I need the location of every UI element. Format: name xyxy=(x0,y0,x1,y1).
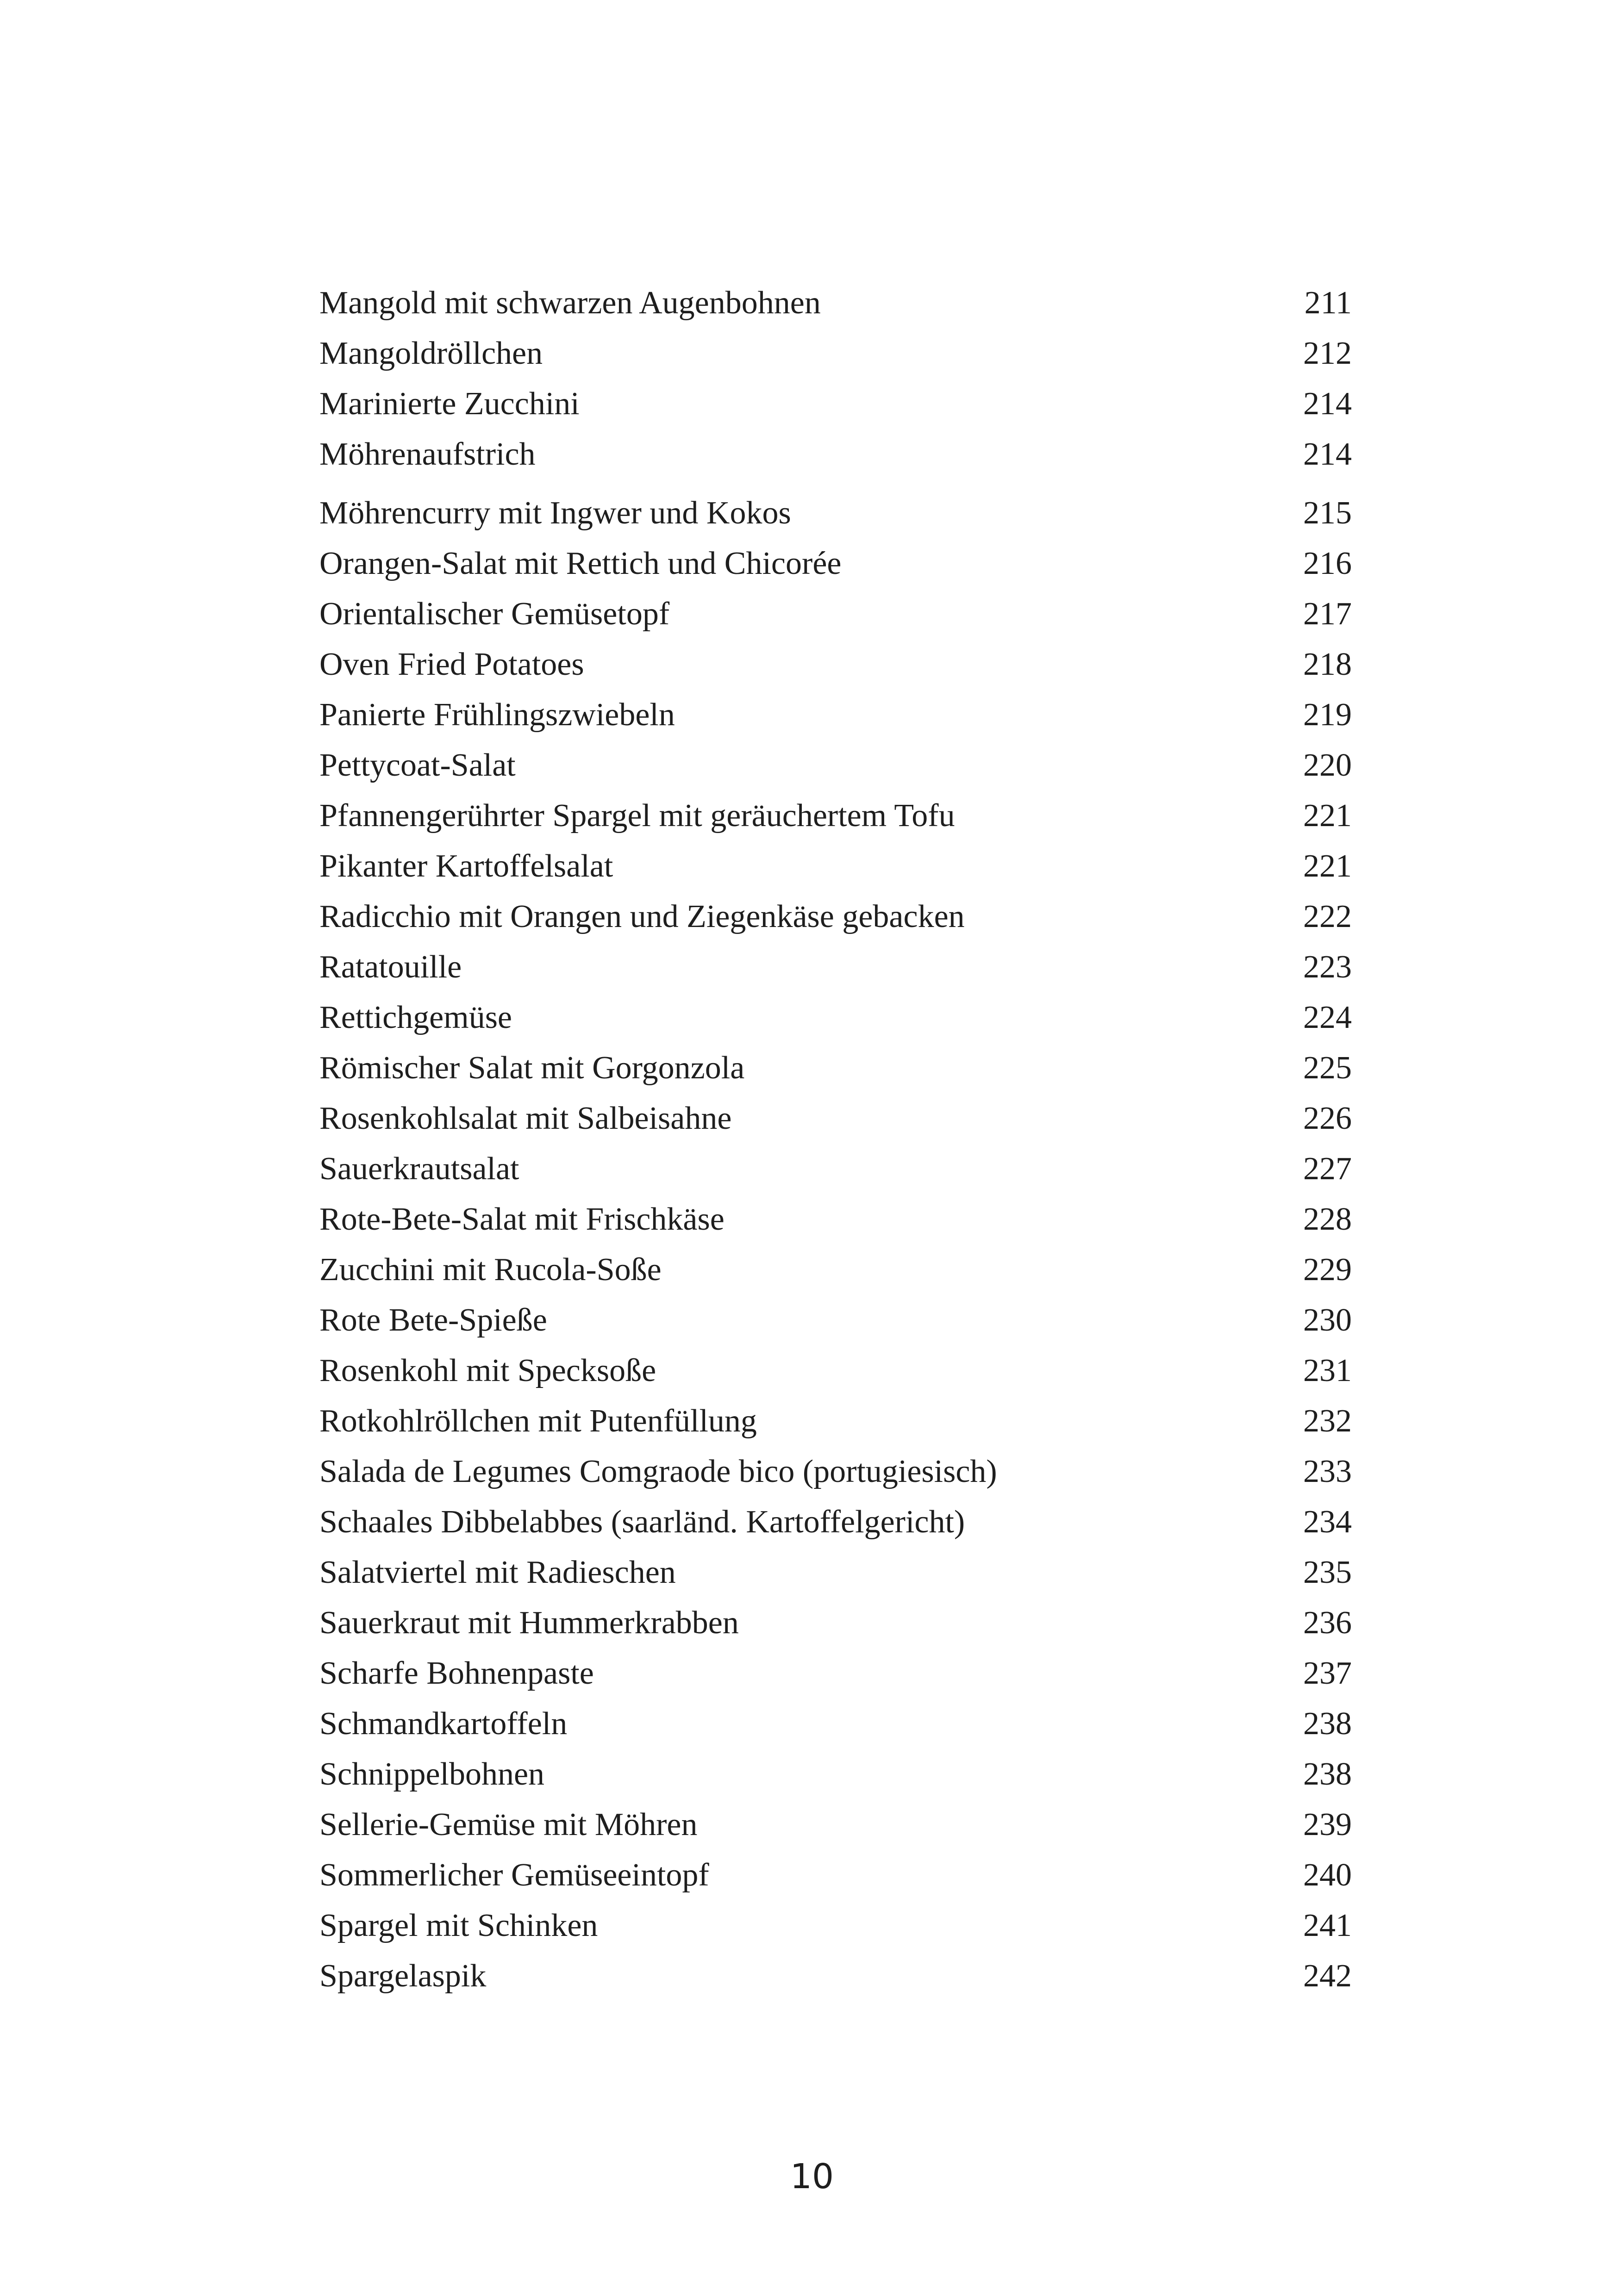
entry-title: Möhrencurry mit Ingwer und Kokos xyxy=(319,495,791,531)
entry-page-number: 219 xyxy=(1303,697,1352,733)
toc-entry xyxy=(319,1951,1352,2001)
page-number: 10 xyxy=(790,2157,834,2196)
toc-entry xyxy=(319,1345,1352,1396)
toc-entry xyxy=(319,992,1352,1043)
entry-title: Pikanter Kartoffelsalat xyxy=(319,848,613,884)
entry-page-number: 221 xyxy=(1303,848,1352,884)
toc-entry xyxy=(319,1749,1352,1799)
entry-title: Mangoldröllchen xyxy=(319,336,543,371)
toc-entry xyxy=(319,379,1352,429)
entry-page-number: 227 xyxy=(1303,1151,1352,1187)
entry-page-number: 218 xyxy=(1303,647,1352,682)
entry-title: Spargel mit Schinken xyxy=(319,1908,598,1943)
toc-entry xyxy=(319,1900,1352,1951)
entry-page-number: 240 xyxy=(1303,1857,1352,1893)
toc-entry xyxy=(319,690,1352,740)
entry-title: Rotkohlröllchen mit Putenfüllung xyxy=(319,1403,757,1439)
entry-page-number: 214 xyxy=(1303,386,1352,422)
entry-title: Mangold mit schwarzen Augenbohnen xyxy=(319,285,821,321)
entry-title: Marinierte Zucchini xyxy=(319,386,580,422)
entry-title: Rote-Bete-Salat mit Frischkäse xyxy=(319,1201,725,1237)
toc-entry xyxy=(319,1598,1352,1648)
toc-entry xyxy=(319,891,1352,942)
entry-page-number: 222 xyxy=(1303,899,1352,934)
entry-page-number: 211 xyxy=(1304,285,1352,321)
entry-page-number: 236 xyxy=(1303,1605,1352,1641)
toc-entry xyxy=(319,1194,1352,1244)
entry-page-number: 223 xyxy=(1303,949,1352,985)
entry-title: Panierte Frühlingszwiebeln xyxy=(319,697,675,733)
table-of-contents xyxy=(319,278,1352,2001)
toc-entry xyxy=(319,488,1352,538)
toc-entry xyxy=(319,538,1352,589)
entry-page-number: 212 xyxy=(1303,336,1352,371)
entry-page-number: 233 xyxy=(1303,1454,1352,1489)
toc-entry xyxy=(319,1648,1352,1699)
entry-page-number: 221 xyxy=(1303,798,1352,834)
entry-page-number: 238 xyxy=(1303,1756,1352,1792)
entry-page-number: 225 xyxy=(1303,1050,1352,1086)
entry-title: Salatviertel mit Radieschen xyxy=(319,1555,676,1590)
toc-entry xyxy=(319,1799,1352,1850)
entry-page-number: 215 xyxy=(1303,495,1352,531)
entry-page-number: 242 xyxy=(1303,1958,1352,1994)
toc-entry xyxy=(319,942,1352,992)
entry-title: Salada de Legumes Comgraode bico (portugiesisch) xyxy=(319,1454,997,1489)
entry-title: Schnippelbohnen xyxy=(319,1756,545,1792)
entry-title: Orientalischer Gemüsetopf xyxy=(319,596,670,632)
entry-page-number: 230 xyxy=(1303,1302,1352,1338)
toc-entry xyxy=(319,1547,1352,1598)
entry-page-number: 231 xyxy=(1303,1353,1352,1388)
entry-title: Rosenkohlsalat mit Salbeisahne xyxy=(319,1101,732,1136)
entry-page-number: 237 xyxy=(1303,1655,1352,1691)
entry-page-number: 235 xyxy=(1303,1555,1352,1590)
entry-page-number: 226 xyxy=(1303,1101,1352,1136)
toc-entry xyxy=(319,639,1352,690)
entry-title: Schmandkartoffeln xyxy=(319,1706,568,1742)
entry-page-number: 217 xyxy=(1303,596,1352,632)
toc-entry xyxy=(319,1850,1352,1900)
toc-entry xyxy=(319,589,1352,639)
entry-page-number: 216 xyxy=(1303,546,1352,581)
toc-entry xyxy=(319,740,1352,790)
toc-entry xyxy=(319,1295,1352,1345)
toc-entry xyxy=(319,790,1352,841)
toc-entry xyxy=(319,1043,1352,1093)
entry-title: Zucchini mit Rucola-Soße xyxy=(319,1252,662,1288)
entry-title: Spargelaspik xyxy=(319,1958,487,1994)
entry-title: Pettycoat-Salat xyxy=(319,747,516,783)
toc-entry xyxy=(319,841,1352,891)
entry-title: Rote Bete-Spieße xyxy=(319,1302,547,1338)
entry-title: Ratatouille xyxy=(319,949,462,985)
toc-entry xyxy=(319,1144,1352,1194)
entry-page-number: 214 xyxy=(1303,436,1352,472)
entry-title: Sauerkrautsalat xyxy=(319,1151,519,1187)
entry-page-number: 229 xyxy=(1303,1252,1352,1288)
entry-title: Radicchio mit Orangen und Ziegenkäse gebacken xyxy=(319,899,965,934)
entry-page-number: 224 xyxy=(1303,1000,1352,1035)
entry-page-number: 241 xyxy=(1303,1908,1352,1943)
entry-title: Orangen-Salat mit Rettich und Chicorée xyxy=(319,546,842,581)
entry-page-number: 239 xyxy=(1303,1807,1352,1842)
entry-title: Oven Fried Potatoes xyxy=(319,647,584,682)
entry-title: Sauerkraut mit Hummerkrabben xyxy=(319,1605,739,1641)
entry-title: Rettichgemüse xyxy=(319,1000,512,1035)
toc-entry xyxy=(319,1497,1352,1547)
entry-title: Schaales Dibbelabbes (saarländ. Kartoffelgericht) xyxy=(319,1504,965,1540)
toc-entry xyxy=(319,1244,1352,1295)
entry-page-number: 232 xyxy=(1303,1403,1352,1439)
entry-title: Möhrenaufstrich xyxy=(319,436,536,472)
toc-entry xyxy=(319,328,1352,379)
toc-entry xyxy=(319,278,1352,328)
entry-page-number: 234 xyxy=(1303,1504,1352,1540)
entry-title: Scharfe Bohnenpaste xyxy=(319,1655,594,1691)
entry-title: Römischer Salat mit Gorgonzola xyxy=(319,1050,745,1086)
toc-entry xyxy=(319,1699,1352,1749)
entry-title: Sellerie-Gemüse mit Möhren xyxy=(319,1807,698,1842)
toc-entry xyxy=(319,1093,1352,1144)
entry-page-number: 220 xyxy=(1303,747,1352,783)
entry-title: Sommerlicher Gemüseeintopf xyxy=(319,1857,709,1893)
toc-entry xyxy=(319,1396,1352,1446)
entry-title: Pfannengerührter Spargel mit geräuchertem Tofu xyxy=(319,798,955,834)
entry-page-number: 228 xyxy=(1303,1201,1352,1237)
toc-entry xyxy=(319,1446,1352,1497)
entry-page-number: 238 xyxy=(1303,1706,1352,1742)
entry-title: Rosenkohl mit Specksoße xyxy=(319,1353,656,1388)
toc-entry xyxy=(319,429,1352,479)
